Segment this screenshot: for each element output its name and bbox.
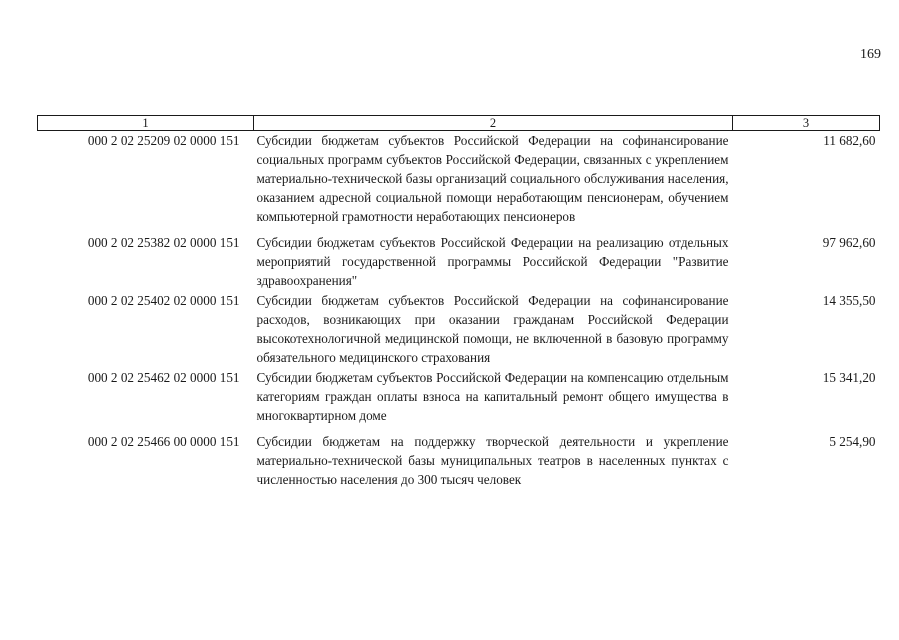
budget-code: 000 2 02 25402 02 0000 151: [87, 293, 240, 308]
description: Субсидии бюджетам субъектов Российской Федерации на софинансирование расходов, возникающих при оказании гражданам Российской Федерации высокотехнологичной медицинской помощи, не включенной в базовую программу обязательного медицинского страхования: [256, 293, 729, 365]
description: Субсидии бюджетам субъектов Российской Федерации на софинансирование социальных программ субъектов Российской Федерации, связанных с укреплением материально-технической базы организаций социального обслуживания населения, оказанием адресной социальной помощи неработающим пенсионерам, обучением компьютерной грамотности неработающих пенсионеров: [256, 133, 729, 224]
amount: 97 962,60: [822, 235, 876, 250]
table-row: [38, 432, 880, 496]
amount: 5 254,90: [829, 434, 876, 449]
budget-code: 000 2 02 25382 02 0000 151: [87, 235, 240, 250]
description: Субсидии бюджетам субъектов Российской Федерации на реализацию отдельных мероприятий государственной программы Российской Федерации "Развитие здравоохранения": [256, 235, 729, 288]
amount: 11 682,60: [823, 133, 876, 148]
table-row: [38, 233, 880, 291]
amount: 14 355,50: [822, 293, 876, 308]
table-row: [38, 291, 880, 368]
budget-code: 000 2 02 25466 00 0000 151: [87, 434, 240, 449]
budget-code: 000 2 02 25462 02 0000 151: [87, 370, 240, 385]
table-row: [38, 131, 880, 234]
description: Субсидии бюджетам на поддержку творческой деятельности и укрепление материально-технической базы муниципальных театров в населенных пунктах с численностью населения до 300 тысяч человек: [256, 434, 729, 487]
description: Субсидии бюджетам субъектов Российской Федерации на компенсацию отдельным категориям граждан оплаты взноса на капитальный ремонт общего имущества в многоквартирном доме: [256, 370, 729, 423]
column-header-1: 1: [38, 116, 254, 131]
amount: 15 341,20: [822, 370, 876, 385]
column-header-3: 3: [733, 116, 880, 131]
page-number: 169: [860, 47, 881, 62]
column-header-2: 2: [254, 116, 733, 131]
budget-table: [37, 115, 880, 496]
table-header: [38, 116, 880, 131]
table-row: [38, 368, 880, 432]
budget-code: 000 2 02 25209 02 0000 151: [87, 133, 240, 148]
